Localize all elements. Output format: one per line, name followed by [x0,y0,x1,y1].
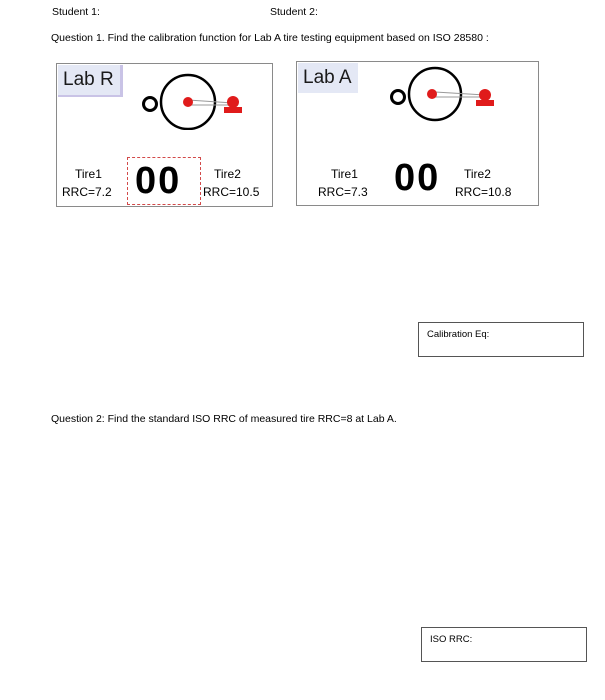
tires-icon: 00 [135,160,182,202]
question-1: Question 1. Find the calibration function for Lab A tire testing equipment based on ISO 28580 : [51,32,489,44]
lab-r-title: Lab R [58,65,123,97]
student1-label: Student 1: [52,6,100,18]
calibration-eq-label: Calibration Eq: [427,329,490,340]
iso-rrc-box[interactable] [421,627,587,662]
lab-r-tire1-rrc: RRC=7.2 [62,185,112,199]
iso-rrc-label: ISO RRC: [430,634,473,645]
lab-a-panel [296,61,539,206]
lab-a-title: Lab A [298,63,358,93]
lab-r-tire1-label: Tire1 [75,167,102,181]
lab-r-tire2-rrc: RRC=10.5 [203,185,260,199]
tester-machine-icon [141,70,251,130]
lab-r-tire2-label: Tire2 [214,167,241,181]
lab-a-tire2-label: Tire2 [464,167,491,181]
student2-label: Student 2: [270,6,318,18]
tires-icon: 00 [394,157,441,199]
lab-a-tire1-rrc: RRC=7.3 [318,185,368,199]
lab-r-panel [56,63,273,207]
lab-a-tire2-rrc: RRC=10.8 [455,185,512,199]
calibration-eq-box[interactable] [418,322,584,357]
tester-machine-icon [389,65,499,125]
question-2: Question 2: Find the standard ISO RRC of measured tire RRC=8 at Lab A. [51,413,397,425]
lab-a-tire1-label: Tire1 [331,167,358,181]
